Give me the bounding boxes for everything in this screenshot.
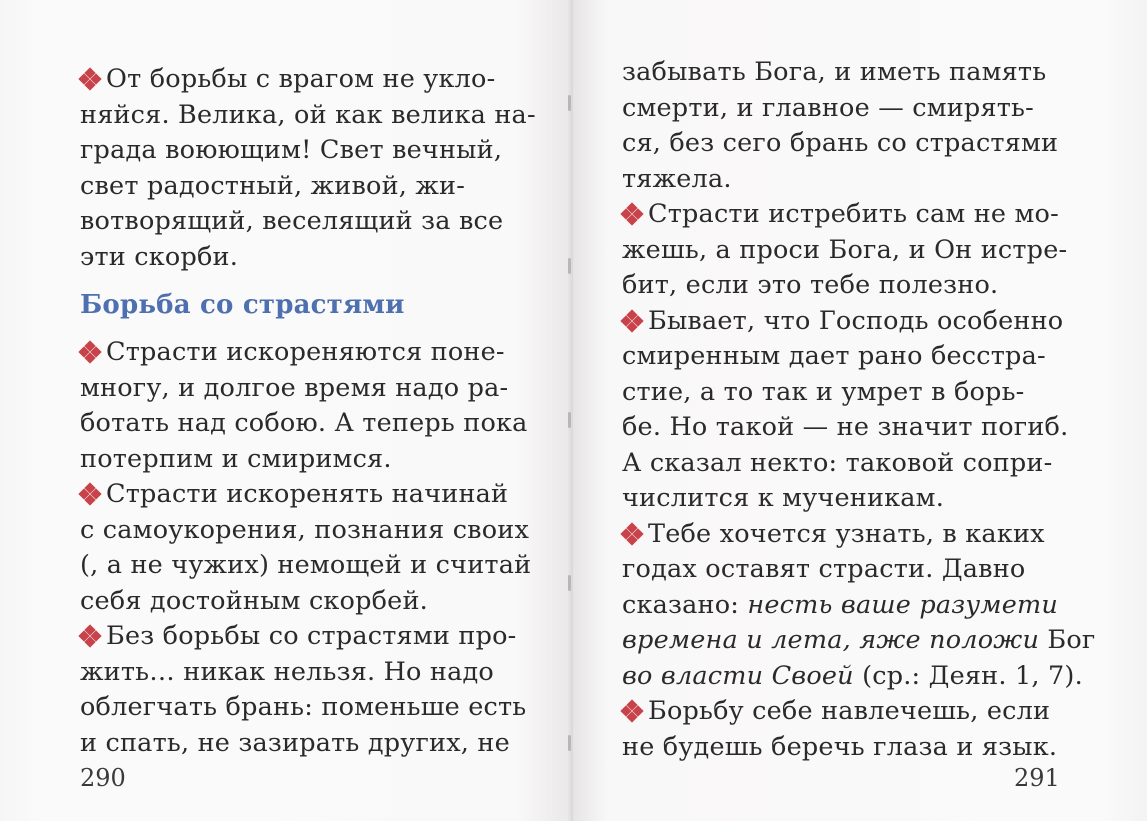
left-text-block — [80, 62, 536, 275]
text-line: годах оставят страсти. Давно — [622, 554, 1026, 584]
text-line: и спать, не зазирать других, не — [80, 727, 510, 758]
text-line: времена и лета, яже положи Бог — [622, 625, 1096, 655]
binding-stitch — [568, 258, 571, 274]
text-line: ботать над собою. А теперь пока — [80, 408, 528, 438]
text-line: стие, а то так и умрет в борь- — [622, 376, 1025, 407]
section-heading: Борьба со страстями — [80, 290, 405, 320]
text-line: во власти Своей (ср.: Деян. 1, 7). — [622, 660, 1083, 691]
text-line: забывать Бога, и иметь память — [622, 57, 1047, 87]
binding-stitch — [568, 575, 571, 591]
text-line: с самоукорения, познания своих — [80, 514, 530, 545]
binding-stitch — [568, 412, 571, 428]
text-line: Страсти искореняются поне- — [80, 335, 520, 371]
text-line: вотворящий, веселящий за все — [80, 206, 504, 236]
diamond-bullet-icon — [622, 204, 642, 224]
text-line: Бывает, что Господь особенно — [622, 304, 1082, 340]
scripture-quote: времена и лета, яже положи — [622, 625, 1040, 655]
text-line: себя достойным скорбей. — [80, 585, 428, 616]
text-line: потерпим и смиримся. — [80, 443, 392, 474]
text-line: смиренным дает рано бесстра- — [622, 341, 1046, 371]
left-text-block-2 — [80, 335, 532, 761]
right-text-block — [622, 55, 1096, 765]
text-line: не будешь беречь глаза и язык. — [622, 731, 1058, 762]
text-line: свет радостный, живой, жи- — [80, 170, 466, 201]
diamond-bullet-icon — [622, 311, 642, 331]
text-line: града воюющим! Свет вечный, — [80, 135, 503, 165]
text-line: облегчать брань: поменьше есть — [80, 692, 527, 722]
text-line: бе. Но такой — не значит погиб. — [622, 412, 1069, 442]
text-line: смерти, и главное — смирять- — [622, 92, 1034, 123]
text-line: Без борьбы со страстями про- — [80, 619, 520, 655]
binding-stitch — [568, 95, 571, 111]
scripture-quote: во власти Своей — [622, 660, 854, 691]
diamond-bullet-icon — [80, 342, 100, 362]
text-line: тяжела. — [622, 163, 732, 194]
text-line: Страсти истребить сам не мо- — [622, 197, 1082, 233]
text-line: бит, если это тебе полезно. — [622, 270, 999, 300]
text-line: От борьбы с врагом не укло- — [80, 62, 520, 98]
text-line: (, а не чужих) немощей и считай — [80, 550, 532, 580]
page-number-right: 291 — [1014, 764, 1060, 792]
text-line: няйся. Велика, ой как велика на- — [80, 99, 536, 130]
text-line: Тебе хочется узнать, в каких — [622, 517, 1082, 553]
text-line: эти скорби. — [80, 241, 239, 272]
diamond-bullet-icon — [622, 524, 642, 544]
text-line: многу, и долгое время надо ра- — [80, 372, 509, 403]
text-line: жешь, а проси Бога, и Он истре- — [622, 234, 1068, 265]
text-line: ся, без сего брань со страстями — [622, 128, 1059, 158]
diamond-bullet-icon — [80, 69, 100, 89]
page-number-left: 290 — [80, 764, 126, 792]
diamond-bullet-icon — [622, 701, 642, 721]
scripture-quote: несть ваше разумети — [747, 589, 1058, 620]
text-line: Борьбу себе навлечешь, если — [622, 694, 1082, 730]
left-page — [0, 0, 573, 821]
text-line: Страсти искоренять начинай — [80, 477, 520, 513]
text-line: числится к мученикам. — [622, 483, 945, 513]
binding-stitch — [568, 735, 571, 751]
right-page — [573, 0, 1147, 821]
text-line: сказано: несть ваше разумети — [622, 589, 1058, 620]
diamond-bullet-icon — [80, 484, 100, 504]
text-line: жить… никак нельзя. Но надо — [80, 656, 494, 687]
diamond-bullet-icon — [80, 626, 100, 646]
text-line: А сказал некто: таковой сопри- — [622, 447, 1053, 478]
